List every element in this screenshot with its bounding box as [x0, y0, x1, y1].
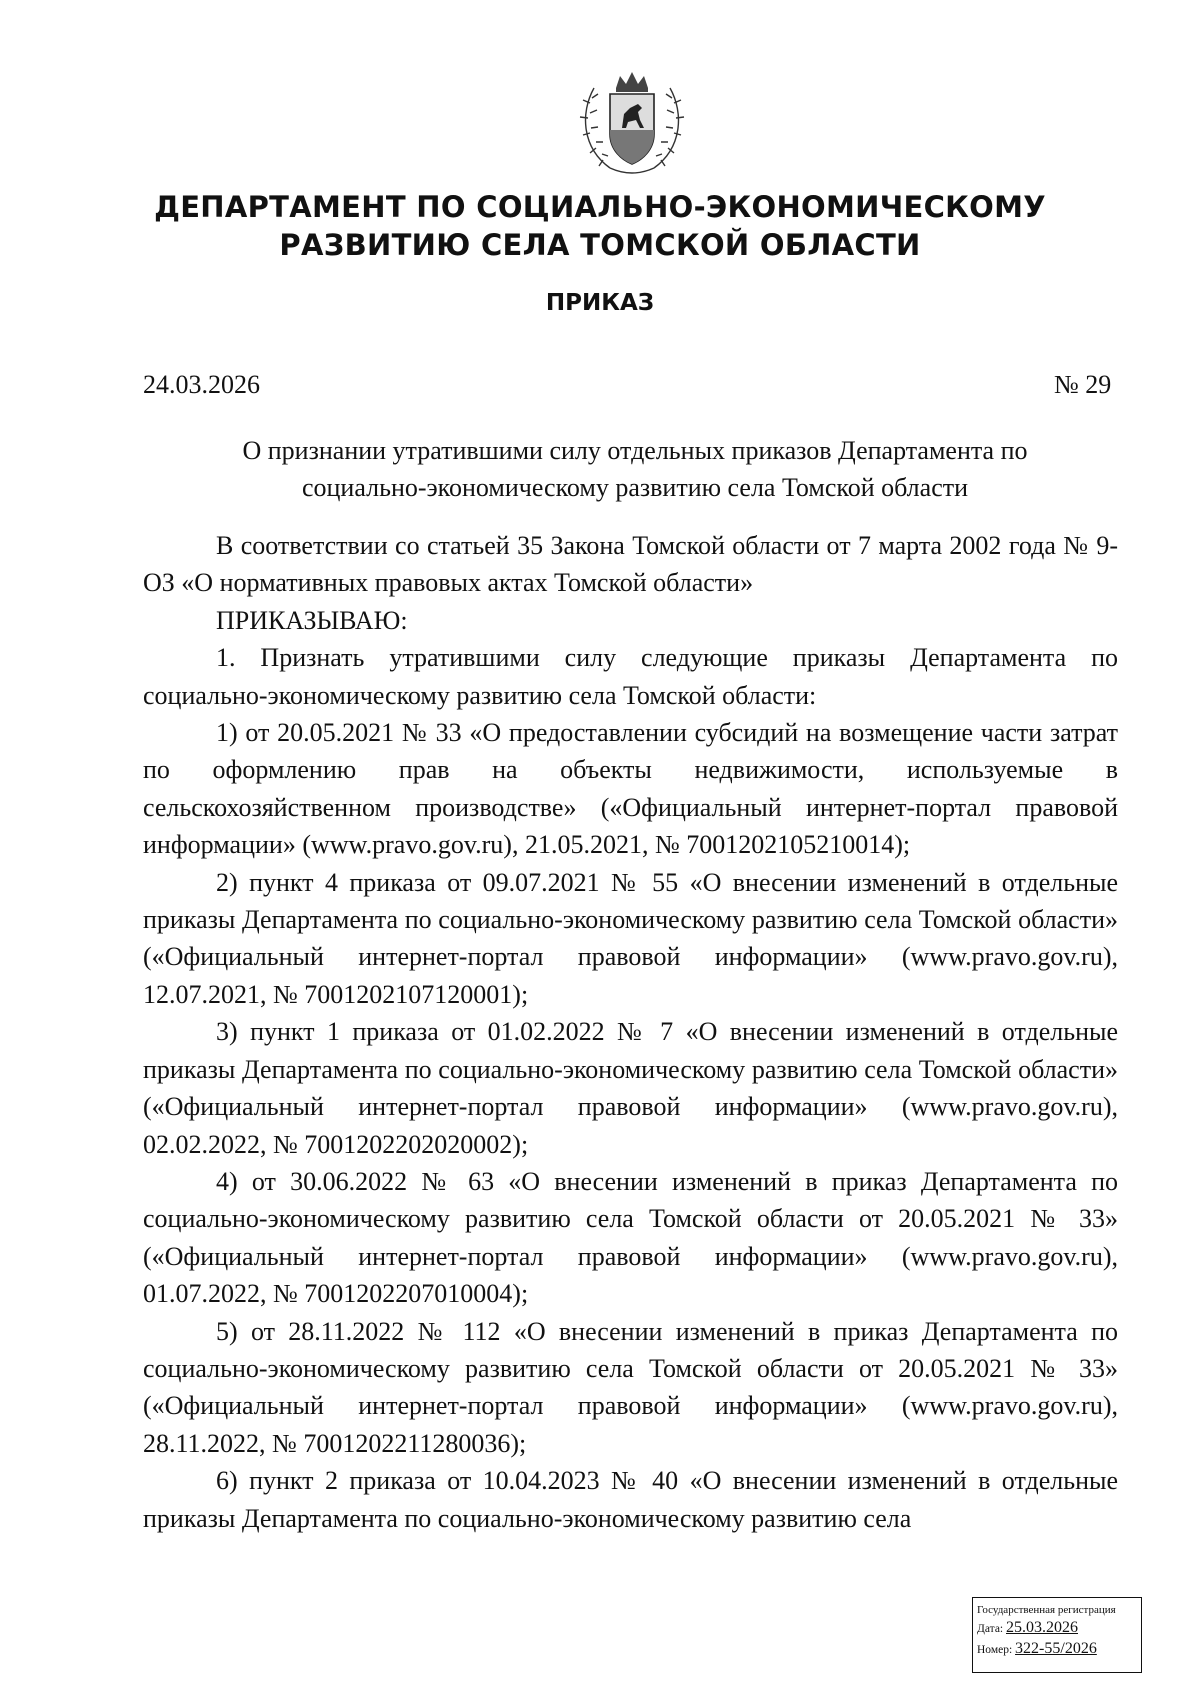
document-subject: [200, 432, 1070, 506]
document-type: ПРИКАЗ: [545, 290, 655, 316]
registration-number-row: [977, 1639, 1141, 1660]
subject-line2: социально-экономическому развитию села Томской области: [301, 473, 969, 502]
subject-line1: О признании утратившими силу отдельных приказов Департамента по: [242, 436, 1028, 465]
registration-number-label: Номер:: [977, 1644, 1013, 1656]
item-1-paragraph: 1. Признать утратившими силу следующие приказы Департамента по социально-экономическому развитию села Томской области:: [143, 643, 1118, 710]
registration-number-value: 322-55/2026: [1015, 1640, 1097, 1657]
department-title-line1: ДЕПАРТАМЕНТ ПО СОЦИАЛЬНО-ЭКОНОМИЧЕСКОМУ: [154, 190, 1046, 224]
registration-date-label: Дата:: [977, 1623, 1004, 1635]
subitem-4-paragraph: 4) от 30.06.2022 № 63 «О внесении изменений в приказ Департамента по социально-экономическому развитию села Томской области от 20.05.2021 № 33» («Официальный интернет-портал правовой информации» (www.pravo.gov.ru), 01.07.2022, № 7001202207010004);: [143, 1166, 1118, 1309]
registration-date-row: [977, 1618, 1141, 1639]
registration-title: Государственная регистрация: [977, 1604, 1116, 1616]
department-title-line2: РАЗВИТИЮ СЕЛА ТОМСКОЙ ОБЛАСТИ: [279, 228, 921, 262]
order-word: ПРИКАЗЫВАЮ:: [216, 605, 408, 635]
document-date: 24.03.2026: [143, 370, 260, 399]
subitem-5-paragraph: 5) от 28.11.2022 № 112 «О внесении изменений в приказ Департамента по социально-экономическому развитию села Томской области от 20.05.2021 № 33» («Официальный интернет-портал правовой информации» (www.pravo.gov.ru), 28.11.2022, № 7001202211280036);: [143, 1316, 1118, 1458]
subitem-6-paragraph: 6) пункт 2 приказа от 10.04.2023 № 40 «О внесении изменений в отдельные приказы Департамента по социально-экономическому развитию села: [143, 1466, 1118, 1533]
document-number: № 29: [1054, 370, 1112, 399]
subitem-1-paragraph: 1) от 20.05.2021 № 33 «О предоставлении субсидий на возмещение части затрат по оформлению прав на объекты недвижимости, используемые в сельскохозяйственном производстве» («Официальный интернет-портал правовой информации» (www.pravo.gov.ru), 21.05.2021, № 7001202105210014);: [143, 718, 1118, 860]
registration-stamp: [972, 1597, 1142, 1673]
department-title: [0, 188, 1200, 264]
preamble-paragraph: В соответствии со статьей 35 Закона Томской области от 7 марта 2002 года № 9-ОЗ «О нормативных правовых актах Томской области»: [143, 531, 1118, 598]
document-body: [143, 527, 1118, 1537]
registration-date-value: 25.03.2026: [1006, 1619, 1078, 1636]
subitem-3-paragraph: 3) пункт 1 приказа от 01.02.2022 № 7 «О внесении изменений в отдельные приказы Департамента по социально-экономическому развитию села Томской области» («Официальный интернет-портал правовой информации» (www.pravo.gov.ru), 02.02.2022, № 7001202202020002);: [143, 1017, 1118, 1159]
tomsk-region-coat-of-arms-icon: [572, 68, 692, 180]
subitem-2-paragraph: 2) пункт 4 приказа от 09.07.2021 № 55 «О внесении изменений в отдельные приказы Департамента по социально-экономическому развитию села Томской области» («Официальный интернет-портал правовой информации» (www.pravo.gov.ru), 12.07.2021, № 7001202107120001);: [143, 867, 1118, 1009]
